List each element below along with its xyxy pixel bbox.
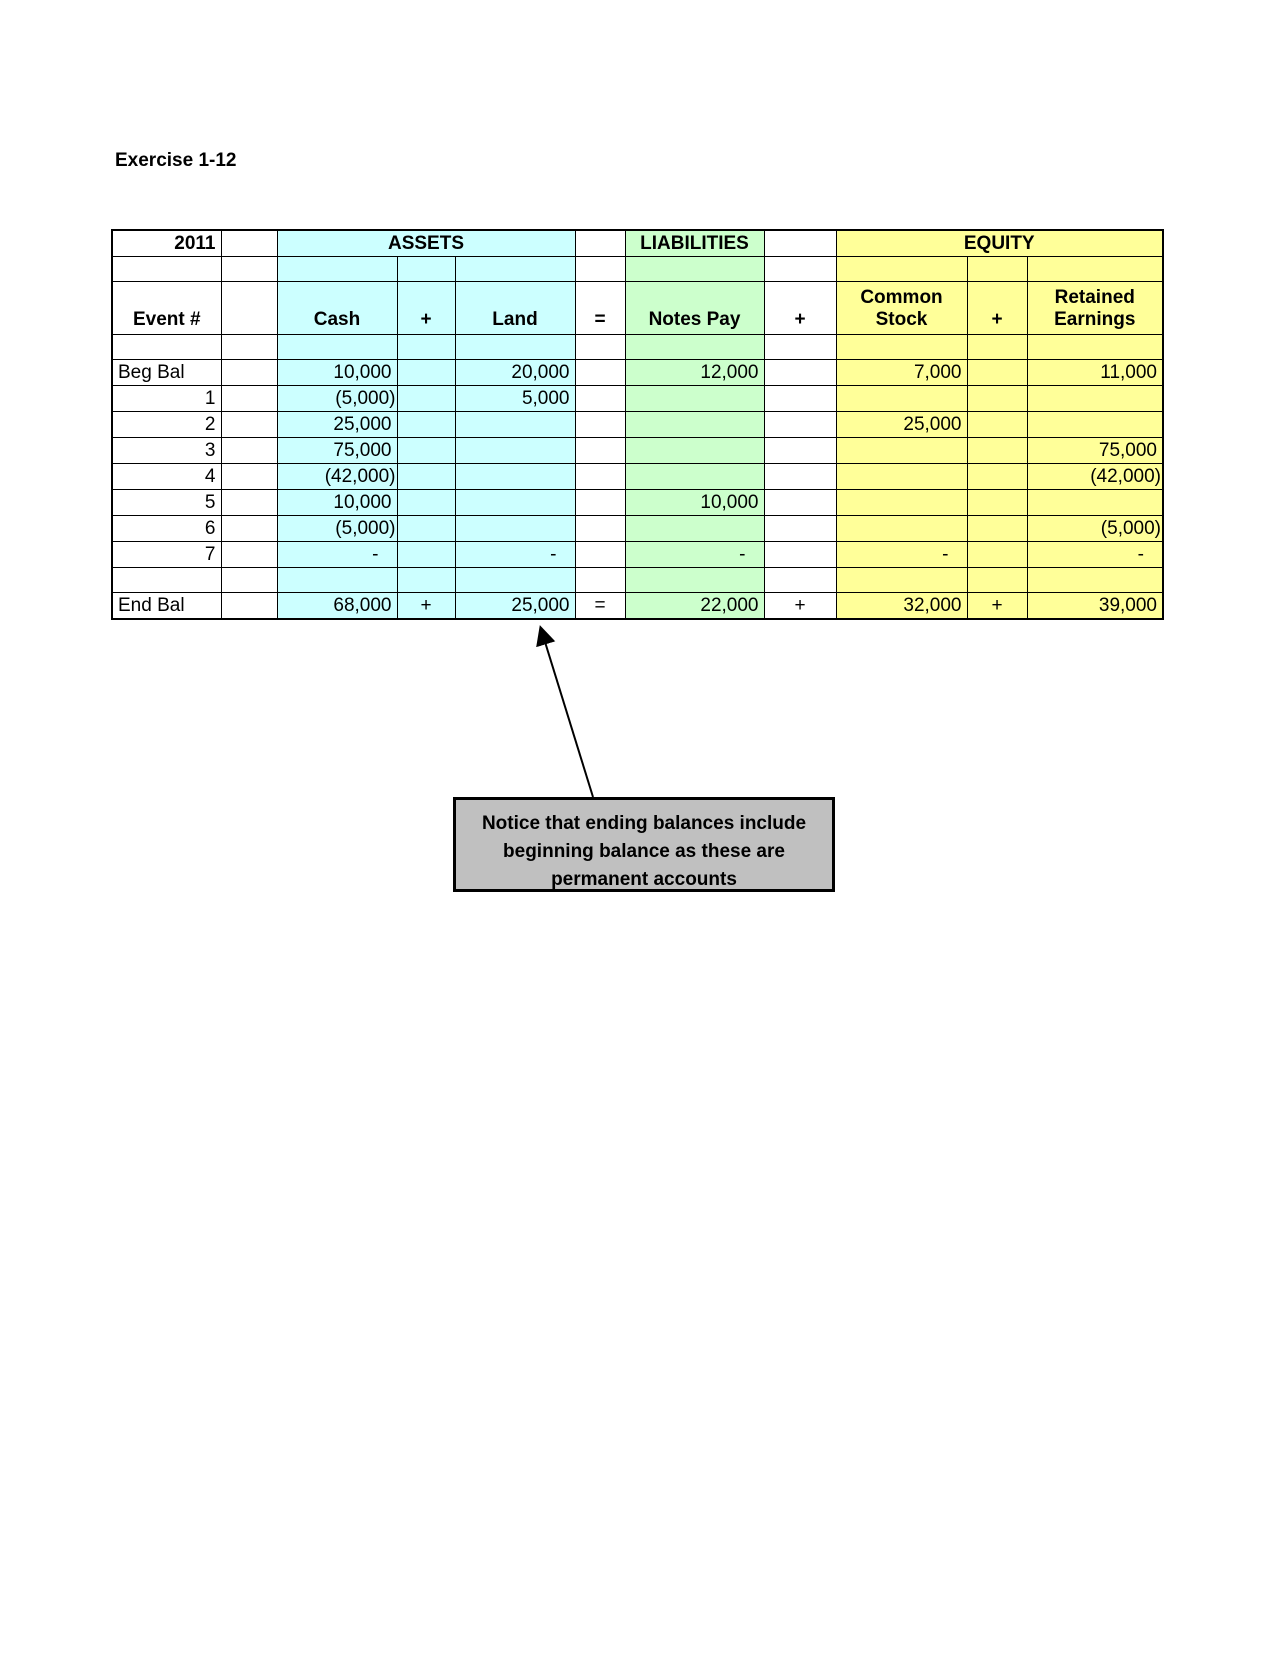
cash-cell: - <box>277 542 397 568</box>
event-cell: 7 <box>112 542 221 568</box>
liabilities-header: LIABILITIES <box>625 230 764 257</box>
land-cell: - <box>455 542 575 568</box>
notes-pay-total: 22,000 <box>625 593 764 620</box>
retained-earnings-cell: 11,000 <box>1027 360 1163 386</box>
equals-sign: = <box>575 282 625 335</box>
year-cell: 2011 <box>112 230 221 257</box>
cash-cell: 75,000 <box>277 438 397 464</box>
common-stock-cell: 25,000 <box>836 412 967 438</box>
equals-sign: = <box>575 593 625 620</box>
land-total: 25,000 <box>455 593 575 620</box>
cash-cell: (5,000) <box>277 386 397 412</box>
plus-sign: + <box>397 593 455 620</box>
retained-earnings-cell: - <box>1027 542 1163 568</box>
land-cell: 5,000 <box>455 386 575 412</box>
land-cell: 20,000 <box>455 360 575 386</box>
callout-note: Notice that ending balances include beginning balance as these are permanent accounts <box>453 797 835 892</box>
cash-column-header: Cash <box>277 282 397 335</box>
event-cell: End Bal <box>112 593 221 620</box>
land-column-header: Land <box>455 282 575 335</box>
plus-sign: + <box>967 282 1027 335</box>
plus-sign: + <box>764 282 836 335</box>
event-cell: 1 <box>112 386 221 412</box>
cash-cell: 10,000 <box>277 360 397 386</box>
retained-earnings-cell: 75,000 <box>1027 438 1163 464</box>
cash-cell: (42,000) <box>277 464 397 490</box>
plus-sign: + <box>967 593 1027 620</box>
event-cell: 4 <box>112 464 221 490</box>
retained-earnings-total: 39,000 <box>1027 593 1163 620</box>
event-cell: 2 <box>112 412 221 438</box>
event-cell: 3 <box>112 438 221 464</box>
retained-earnings-cell: (42,000) <box>1027 464 1163 490</box>
equity-header: EQUITY <box>836 230 1163 257</box>
common-stock-total: 32,000 <box>836 593 967 620</box>
retained-earnings-cell: (5,000) <box>1027 516 1163 542</box>
retained-earnings-column-header: Retained Earnings <box>1027 282 1163 335</box>
event-column-header: Event # <box>112 282 221 335</box>
plus-sign: + <box>764 593 836 620</box>
notes-pay-cell: 10,000 <box>625 490 764 516</box>
notes-pay-column-header: Notes Pay <box>625 282 764 335</box>
page-title: Exercise 1-12 <box>115 150 237 171</box>
cash-total: 68,000 <box>277 593 397 620</box>
cash-cell: 25,000 <box>277 412 397 438</box>
event-cell: 5 <box>112 490 221 516</box>
event-cell: Beg Bal <box>112 360 221 386</box>
cash-cell: (5,000) <box>277 516 397 542</box>
notes-pay-cell: - <box>625 542 764 568</box>
plus-sign: + <box>397 282 455 335</box>
common-stock-cell: 7,000 <box>836 360 967 386</box>
notes-pay-cell: 12,000 <box>625 360 764 386</box>
assets-header: ASSETS <box>277 230 575 257</box>
event-cell: 6 <box>112 516 221 542</box>
cash-cell: 10,000 <box>277 490 397 516</box>
common-stock-cell: - <box>836 542 967 568</box>
common-stock-column-header: Common Stock <box>836 282 967 335</box>
